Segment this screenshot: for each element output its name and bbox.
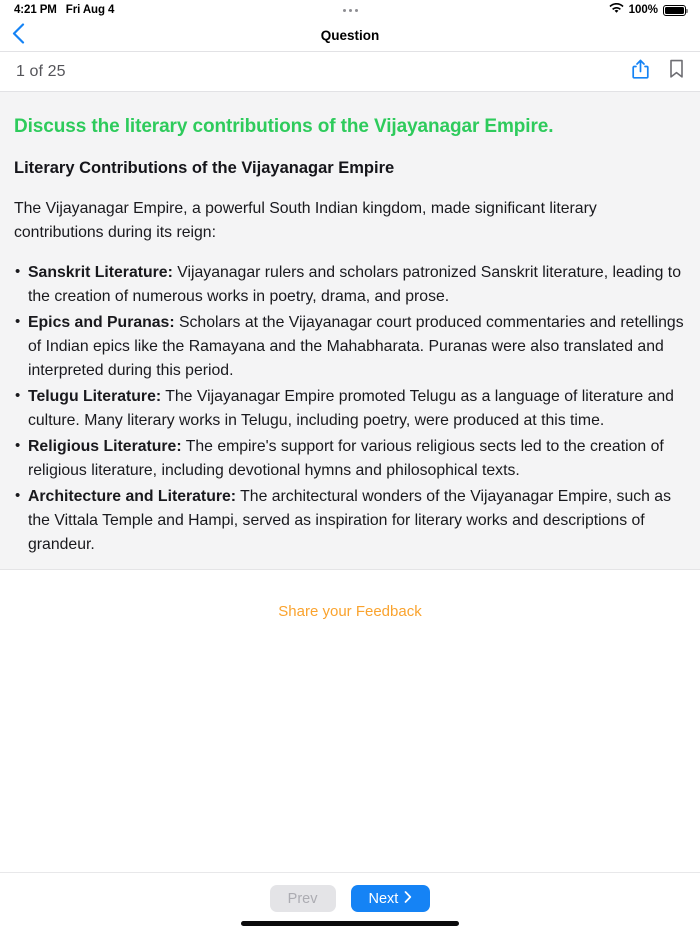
list-item-text: The architectural wonders of the Vijayanagar Empire, such as the Vittala Temple and Hampi, served as inspiration for literary works and descriptions of grandeur. xyxy=(28,488,671,554)
list-item xyxy=(14,261,686,309)
share-button[interactable] xyxy=(632,59,649,85)
status-date: Fri Aug 4 xyxy=(65,4,115,16)
list-item xyxy=(14,385,686,433)
bookmark-button[interactable] xyxy=(669,59,684,84)
list-item xyxy=(14,435,686,483)
battery-icon xyxy=(663,5,686,16)
page-title: Question xyxy=(320,28,380,43)
answer-points-list xyxy=(14,261,686,557)
pagination-footer xyxy=(0,872,700,912)
home-indicator xyxy=(241,921,459,926)
next-button-label: Next xyxy=(368,890,399,907)
list-item-text: The Vijayanagar Empire promoted Telugu as a language of literature and culture. Many literary works in Telugu, including poetry, were produced at this time. xyxy=(28,388,674,430)
list-item-text: Scholars at the Vijayanagar court produced commentaries and retellings of Indian epics like the Ramayana and the Mahabharata. Puranas were also translated and interpreted during this period. xyxy=(28,314,684,380)
answer-content xyxy=(0,92,700,570)
prev-button[interactable] xyxy=(270,885,336,912)
next-button[interactable] xyxy=(351,885,431,912)
answer-heading: Literary Contributions of the Vijayanagar Empire xyxy=(14,158,395,177)
list-item-label: Architecture and Literature: xyxy=(28,488,237,506)
status-bar xyxy=(0,0,700,20)
list-item-label: Epics and Puranas: xyxy=(28,314,175,332)
list-item-text: The empire's support for various religious sects led to the creation of religious literature, including devotional hymns and philosophical texts. xyxy=(28,438,664,480)
question-toolbar xyxy=(0,52,700,92)
list-item-label: Sanskrit Literature: xyxy=(28,264,173,282)
status-bar-left xyxy=(14,4,114,16)
list-item-label: Telugu Literature: xyxy=(28,388,162,406)
chevron-right-icon xyxy=(404,891,412,907)
back-button[interactable] xyxy=(12,23,38,49)
share-feedback-link[interactable]: Share your Feedback xyxy=(278,603,422,621)
question-counter: 1 of 25 xyxy=(16,62,66,80)
answer-intro: The Vijayanagar Empire, a powerful South Indian kingdom, made significant literary contributions during its reign: xyxy=(14,200,597,242)
wifi-icon xyxy=(609,3,624,17)
toolbar-actions xyxy=(632,59,684,85)
list-item-text: Vijayanagar rulers and scholars patronized Sanskrit literature, leading to the creation of numerous works in poetry, drama, and prose. xyxy=(28,264,681,306)
nav-bar xyxy=(0,20,700,52)
prev-button-label: Prev xyxy=(287,890,318,907)
bookmark-icon xyxy=(669,59,684,84)
list-item-label: Religious Literature: xyxy=(28,438,182,456)
list-item xyxy=(14,311,686,383)
status-time: 4:21 PM xyxy=(14,4,57,16)
status-bar-right xyxy=(609,3,686,17)
question-text: Discuss the literary contributions of the Vijayanagar Empire. xyxy=(14,116,554,137)
share-icon xyxy=(632,59,649,85)
battery-percent: 100% xyxy=(628,4,658,16)
chevron-left-icon xyxy=(12,23,25,49)
home-indicator-area xyxy=(0,912,700,934)
list-item xyxy=(14,485,686,557)
feedback-section xyxy=(0,570,700,872)
